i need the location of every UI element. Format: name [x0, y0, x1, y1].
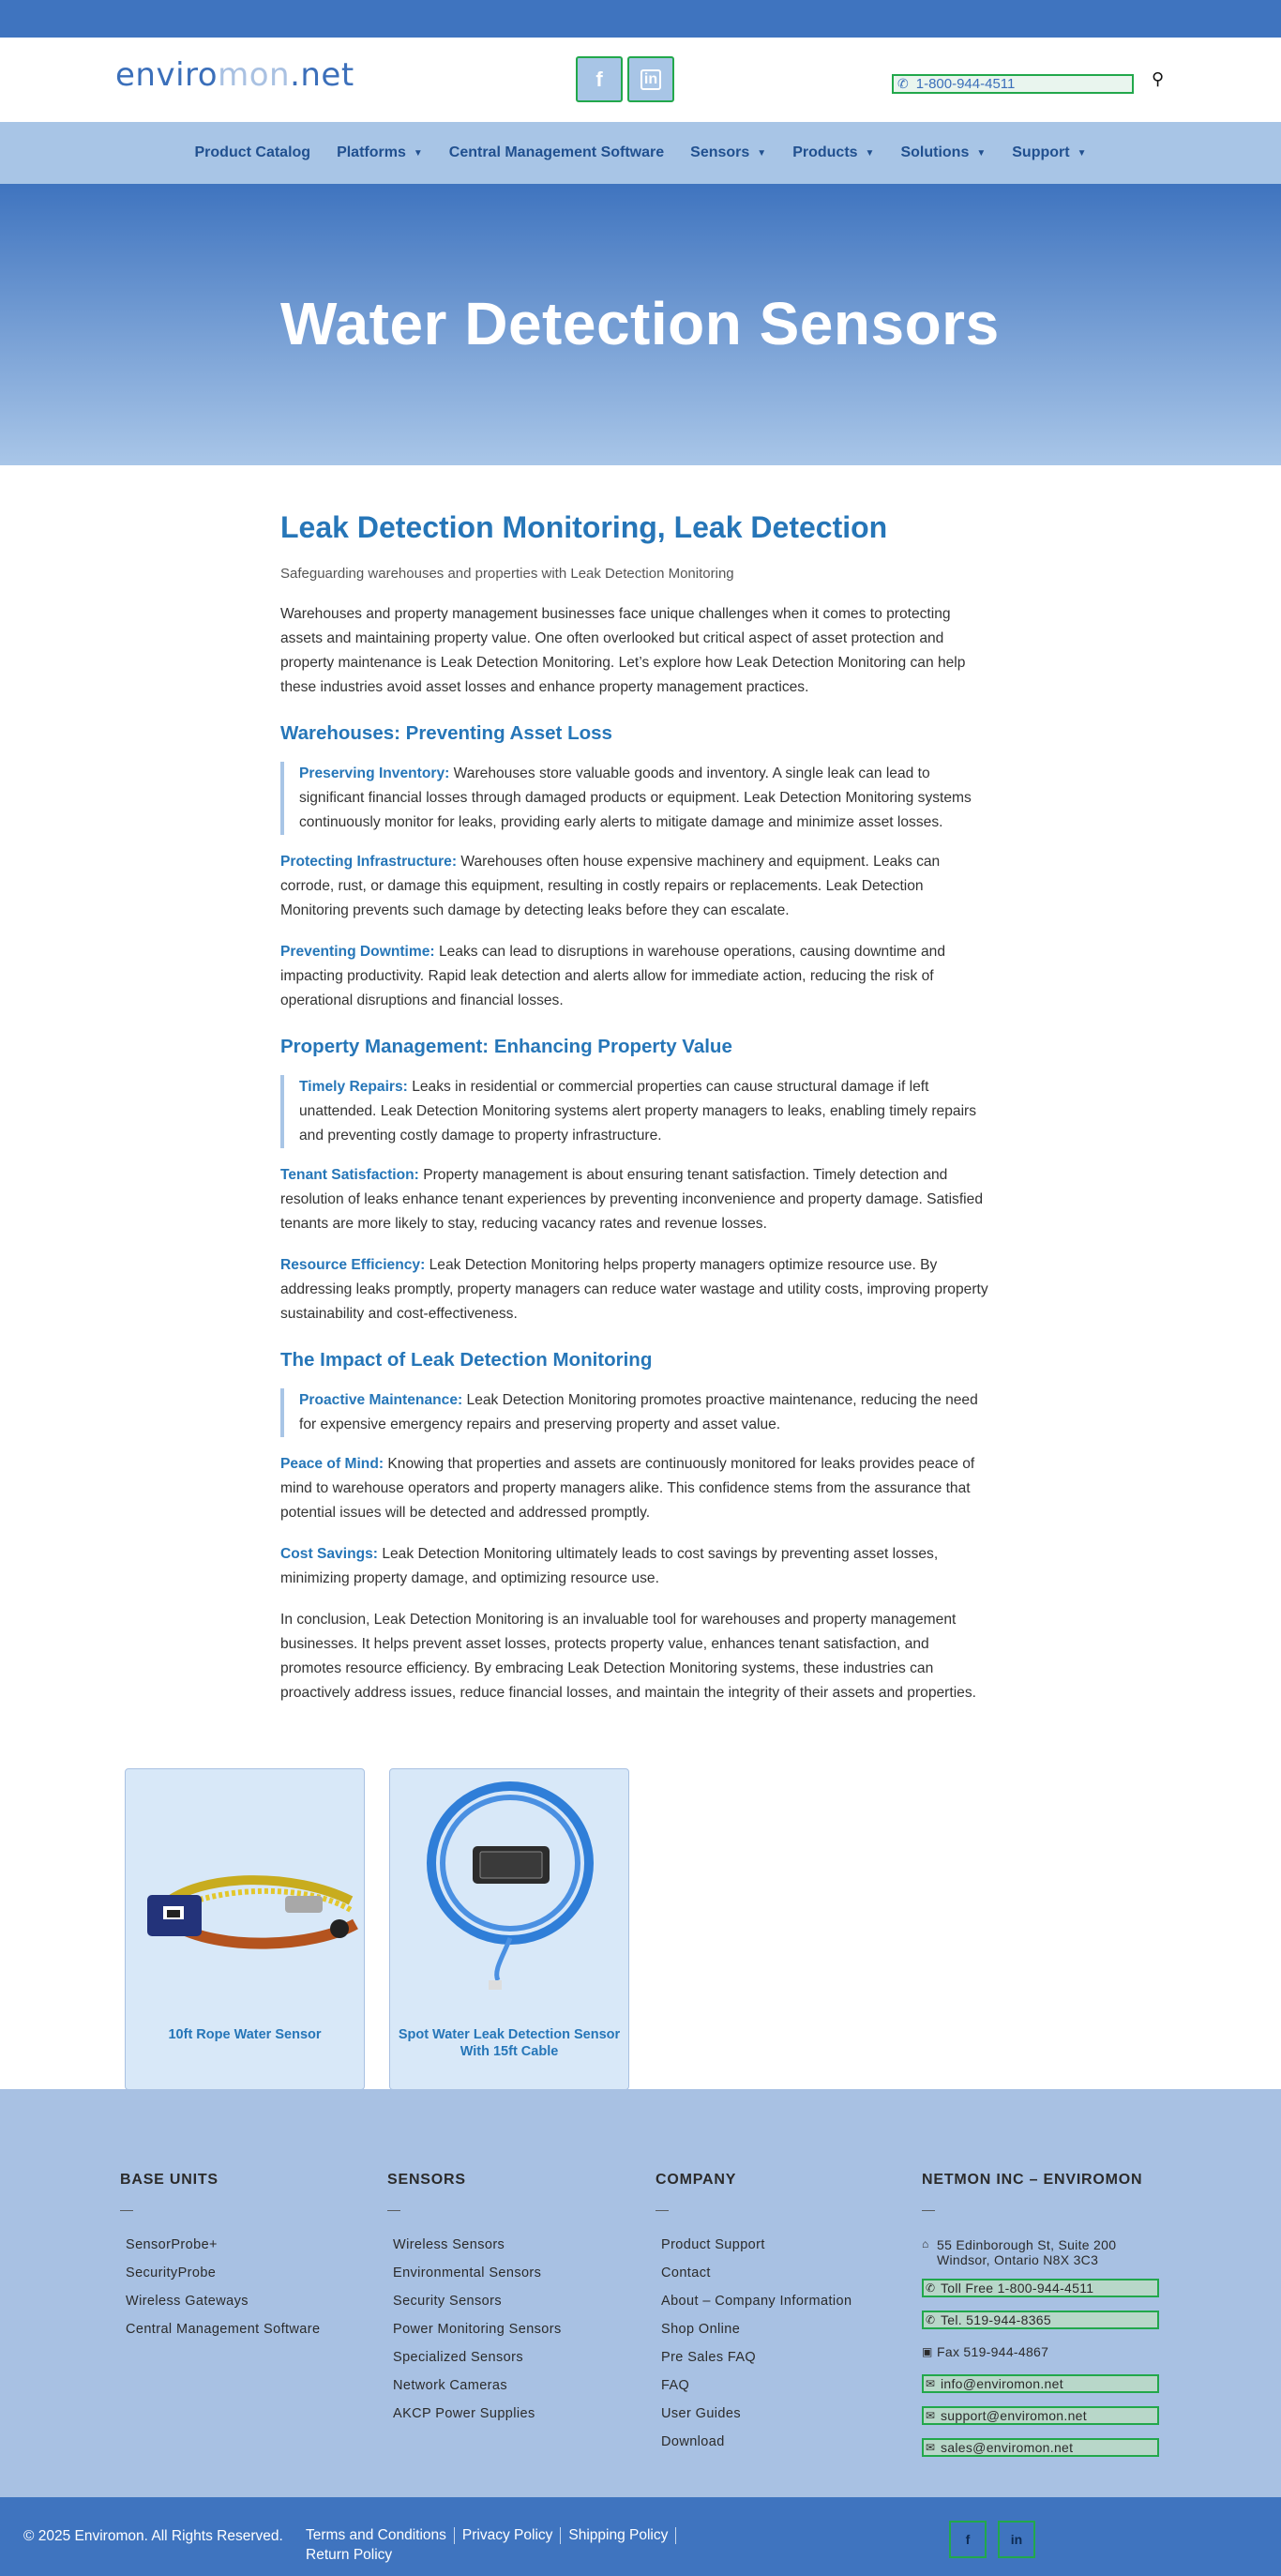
- linkedin-icon: in: [1010, 2532, 1023, 2547]
- term-text: Leak Detection Monitoring promotes proactive maintenance, reducing the need for expensive emergency repairs and preserving property and asset value.: [299, 1392, 978, 1432]
- legal-link[interactable]: Return Policy: [306, 2547, 393, 2563]
- blockquote-paragraph: [280, 1388, 993, 1437]
- footer-link[interactable]: Pre Sales FAQ: [661, 2350, 757, 2365]
- page-title: Water Detection Sensors: [280, 290, 1000, 357]
- nav-item-central-management-software[interactable]: [436, 144, 677, 161]
- legal-links: [298, 2527, 711, 2567]
- tel-text: Tel. 519-944-8365: [941, 2312, 1051, 2327]
- footer-link[interactable]: AKCP Power Supplies: [393, 2406, 535, 2421]
- nav-item-products[interactable]: [779, 144, 887, 161]
- fax-icon: ▣: [922, 2345, 933, 2358]
- article-paragraph: [280, 940, 993, 1013]
- header-social-links: [576, 56, 674, 102]
- footer-col-company: [656, 2172, 851, 2462]
- header-phone-number: 1-800-944-4511: [915, 76, 1016, 92]
- footer-divider: —: [922, 2202, 935, 2217]
- logo-text-mon: mon: [218, 56, 291, 94]
- footer-col-title: NETMON INC – ENVIROMON: [922, 2172, 1143, 2188]
- rope-water-sensor-image: [126, 1769, 366, 2013]
- footer-link[interactable]: FAQ: [661, 2378, 690, 2393]
- section-heading: Warehouses: Preventing Asset Loss: [280, 722, 612, 744]
- footer-address: [922, 2237, 1159, 2279]
- address-line: 55 Edinborough St, Suite 200: [937, 2237, 1117, 2252]
- nav-item-product-catalog[interactable]: [182, 144, 324, 161]
- footer-col-title: BASE UNITS: [120, 2172, 219, 2188]
- footer-link[interactable]: Central Management Software: [126, 2322, 321, 2337]
- footer-link[interactable]: SecurityProbe: [126, 2265, 217, 2281]
- term-text: Leaks in residential or commercial properties can cause structural damage if left unattended. Leak Detection Monitoring systems alert property managers to leaks, enabling timely repairs and preventing costly damage to property infrastructure.: [299, 1079, 977, 1144]
- footer-col-title: COMPANY: [656, 2172, 737, 2188]
- footer-col-base-units: [120, 2172, 320, 2350]
- footer-link[interactable]: Product Support: [661, 2237, 765, 2252]
- footer-col-title: SENSORS: [387, 2172, 466, 2188]
- phone-icon: ✆: [897, 76, 909, 91]
- blockquote-paragraph: [280, 762, 993, 835]
- product-name[interactable]: 10ft Rope Water Sensor: [168, 2027, 322, 2042]
- term-text: Knowing that properties and assets are continuously monitored for leaks provides peace of mind to warehouse operators and property managers alike. This confidence stems from the assurance that potential issues will be detected and addressed promptly.: [280, 1456, 975, 1521]
- nav-item-platforms[interactable]: [324, 144, 436, 161]
- footer-link[interactable]: Contact: [661, 2265, 711, 2281]
- envelope-icon: ✉: [926, 2409, 936, 2422]
- footer-divider: —: [387, 2202, 400, 2217]
- blockquote-paragraph: [280, 1075, 993, 1148]
- legal-link[interactable]: Terms and Conditions: [298, 2527, 455, 2544]
- term-label: Preserving Inventory:: [299, 765, 450, 781]
- nav-item-support[interactable]: [999, 144, 1099, 161]
- caret-down-icon: ▼: [865, 147, 875, 159]
- footer-link[interactable]: Specialized Sensors: [393, 2350, 523, 2365]
- caret-down-icon: ▼: [976, 147, 987, 159]
- footer-link[interactable]: Network Cameras: [393, 2378, 508, 2393]
- nav-label: Product Catalog: [194, 144, 311, 160]
- footer-fax: [922, 2342, 1159, 2361]
- site-footer: [0, 2089, 1281, 2497]
- footer-col-contact: [922, 2172, 1159, 2457]
- header-phone-link[interactable]: [892, 74, 1134, 94]
- legal-link[interactable]: Shipping Policy: [561, 2527, 676, 2544]
- nav-label: Products: [792, 144, 858, 160]
- footer-link[interactable]: Wireless Gateways: [126, 2294, 249, 2309]
- product-name[interactable]: Spot Water Leak Detection Sensor With 15ft Cable: [398, 2027, 621, 2059]
- section-heading: Property Management: Enhancing Property Value: [280, 1036, 732, 1057]
- footer-link[interactable]: User Guides: [661, 2406, 741, 2421]
- nav-label: Central Management Software: [448, 144, 665, 160]
- search-icon[interactable]: ⚲: [1152, 69, 1165, 88]
- footer-tollfree-link[interactable]: [922, 2279, 1159, 2297]
- email-text: sales@enviromon.net: [941, 2440, 1074, 2455]
- bottom-bar: [0, 2497, 1281, 2576]
- footer-link[interactable]: Security Sensors: [393, 2294, 502, 2309]
- article-paragraph: [280, 1163, 993, 1236]
- linkedin-button[interactable]: [998, 2521, 1035, 2558]
- article-conclusion: In conclusion, Leak Detection Monitoring is an invaluable tool for warehouses and property management businesses. It helps prevent asset losses, protects property value, enhances tenant satisfaction, and promotes resource efficiency. By embracing Leak Detection Monitoring systems, these industries can proactively address issues, reduce financial losses, and maintain the integrity of their assets and properties.: [280, 1612, 976, 1701]
- home-icon: ⌂: [922, 2237, 929, 2250]
- logo-text-net: .net: [290, 56, 354, 94]
- nav-item-solutions[interactable]: [887, 144, 999, 161]
- facebook-icon: f: [595, 67, 603, 91]
- address-line: Windsor, Ontario N8X 3C3: [937, 2252, 1099, 2267]
- linkedin-icon: in: [640, 69, 661, 90]
- email-text: info@enviromon.net: [941, 2376, 1063, 2391]
- article-paragraph: [280, 850, 993, 923]
- footer-divider: —: [656, 2202, 669, 2217]
- term-label: Proactive Maintenance:: [299, 1392, 463, 1408]
- term-label: Resource Efficiency:: [280, 1257, 426, 1273]
- copyright-text: © 2025 Enviromon. All Rights Reserved.: [23, 2528, 283, 2544]
- section-heading: The Impact of Leak Detection Monitoring: [280, 1349, 653, 1371]
- nav-item-sensors[interactable]: [677, 144, 779, 161]
- footer-email-sales[interactable]: [922, 2438, 1159, 2457]
- footer-link[interactable]: SensorProbe+: [126, 2237, 218, 2252]
- article-subtitle: Safeguarding warehouses and properties with Leak Detection Monitoring: [280, 566, 734, 582]
- term-label: Peace of Mind:: [280, 1456, 384, 1472]
- phone-icon: ✆: [926, 2313, 936, 2326]
- product-card[interactable]: [125, 1768, 365, 2090]
- term-label: Protecting Infrastructure:: [280, 854, 458, 870]
- term-text: Leak Detection Monitoring helps property managers optimize resource use. By addressing leaks promptly, property managers can reduce water wastage and utility costs, improving property sustainability and cost-effectiveness.: [280, 1257, 988, 1322]
- article-content: [280, 465, 993, 1705]
- footer-link[interactable]: Shop Online: [661, 2322, 741, 2337]
- top-accent-bar: [0, 0, 1281, 38]
- article-intro: Warehouses and property management businesses face unique challenges when it comes to protecting assets and maintaining property value. One often overlooked but critical aspect of asset protection and property maintenance is Leak Detection Monitoring. Let’s explore how Leak Detection Monitoring can help these industries avoid asset losses and enhance property management practices.: [280, 606, 966, 695]
- term-text: Warehouses store valuable goods and inventory. A single leak can lead to significant financial losses through damaged products or equipment. Leak Detection Monitoring systems continuously monitor for leaks, providing early alerts to mitigate damage and minimize asset losses.: [299, 765, 972, 830]
- footer-email-info[interactable]: [922, 2374, 1159, 2393]
- term-label: Timely Repairs:: [299, 1079, 408, 1095]
- nav-label: Sensors: [690, 144, 750, 160]
- nav-label: Solutions: [900, 144, 970, 160]
- tollfree-text: Toll Free 1-800-944-4511: [941, 2281, 1094, 2296]
- footer-social-links: [949, 2521, 1035, 2558]
- logo-text-enviro: enviro: [115, 56, 219, 94]
- phone-icon: ✆: [926, 2281, 936, 2295]
- term-text: Warehouses often house expensive machinery and equipment. Leaks can corrode, rust, or damage this equipment, resulting in costly repairs or replacements. Leak Detection Monitoring prevents such damage by detecting leaks before they can escalate.: [280, 854, 941, 918]
- footer-col-sensors: [387, 2172, 562, 2434]
- article-paragraph: [280, 1253, 993, 1326]
- term-label: Cost Savings:: [280, 1546, 378, 1562]
- term-text: Leaks can lead to disruptions in warehouse operations, causing downtime and impacting productivity. Rapid leak detection and alerts allow for immediate action, reducing the risk of operational disruptions and financial losses.: [280, 944, 946, 1008]
- article-paragraph: [280, 1542, 993, 1591]
- footer-link[interactable]: Wireless Sensors: [393, 2237, 505, 2252]
- caret-down-icon: ▼: [757, 147, 767, 159]
- footer-link[interactable]: About – Company Information: [661, 2294, 852, 2309]
- footer-link[interactable]: Environmental Sensors: [393, 2265, 542, 2281]
- linkedin-button[interactable]: [627, 56, 674, 102]
- footer-link[interactable]: Download: [661, 2434, 725, 2449]
- site-logo[interactable]: [115, 56, 354, 94]
- email-text: support@enviromon.net: [941, 2408, 1087, 2423]
- envelope-icon: ✉: [926, 2441, 936, 2454]
- envelope-icon: ✉: [926, 2377, 936, 2390]
- spot-water-sensor-image: [390, 1769, 630, 2013]
- facebook-icon: f: [965, 2532, 971, 2547]
- article-heading: Leak Detection Monitoring, Leak Detection: [280, 510, 888, 544]
- term-text: Leak Detection Monitoring ultimately leads to cost savings by preventing asset losses, minimizing property damage, and optimizing resource use.: [280, 1546, 939, 1586]
- legal-link[interactable]: Privacy Policy: [455, 2527, 561, 2544]
- footer-link[interactable]: Power Monitoring Sensors: [393, 2322, 562, 2337]
- footer-divider: —: [120, 2202, 133, 2217]
- caret-down-icon: ▼: [1077, 147, 1087, 159]
- term-label: Preventing Downtime:: [280, 944, 435, 960]
- hero-banner: [0, 184, 1281, 465]
- article-paragraph: [280, 1452, 993, 1525]
- caret-down-icon: ▼: [413, 147, 423, 159]
- footer-tel-link[interactable]: [922, 2311, 1159, 2329]
- product-card[interactable]: [389, 1768, 629, 2090]
- facebook-button[interactable]: [949, 2521, 987, 2558]
- nav-label: Platforms: [337, 144, 406, 160]
- nav-label: Support: [1012, 144, 1070, 160]
- footer-email-support[interactable]: [922, 2406, 1159, 2425]
- product-cards: [125, 1768, 629, 2090]
- facebook-button[interactable]: [576, 56, 623, 102]
- fax-text: Fax 519-944-4867: [937, 2344, 1049, 2359]
- term-text: Property management is about ensuring tenant satisfaction. Timely detection and resolution of leaks enhance tenant experiences by preventing inconvenience and property damage. Satisfied tenants are more likely to stay, reducing vacancy rates and revenue losses.: [280, 1167, 983, 1232]
- main-nav: [0, 122, 1281, 184]
- term-label: Tenant Satisfaction:: [280, 1167, 419, 1183]
